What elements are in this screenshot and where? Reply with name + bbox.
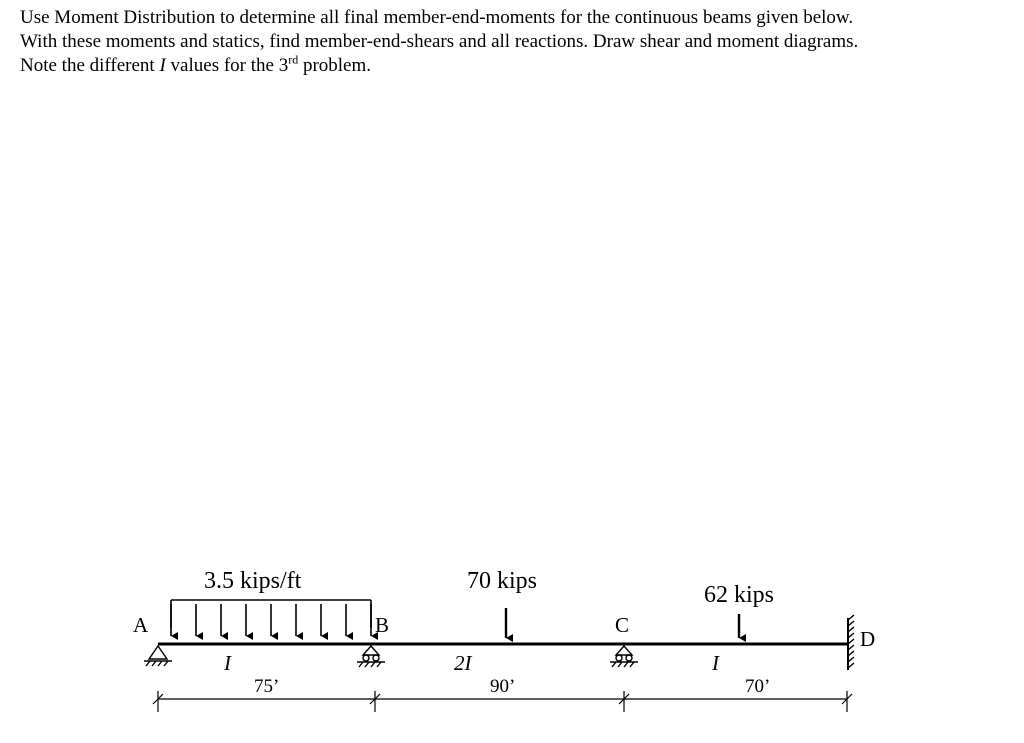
span-ab-length: 75’ [254, 676, 280, 697]
point-load-1-label: 70 kips [467, 568, 538, 594]
problem-line-1: Use Moment Distribution to determine all final member-end-moments for the continuous beams given below. [20, 7, 854, 28]
span-bc-length: 90’ [490, 676, 516, 697]
distributed-load [171, 600, 371, 636]
inertia-ab: I [224, 651, 231, 675]
support-d-label: D [860, 627, 876, 651]
distributed-load-arrows [171, 604, 371, 636]
support-c-label: C [615, 613, 630, 637]
support-b-label: B [375, 613, 390, 637]
inertia-cd: I [712, 651, 719, 675]
problem-line-3-mid: values for the 3 [165, 55, 289, 76]
inertia-symbol: I [159, 55, 166, 76]
support-b-roller [357, 646, 385, 667]
support-a-label: A [133, 613, 149, 637]
ordinal-suffix: rd [288, 52, 299, 67]
span-cd-length: 70’ [745, 676, 771, 697]
problem-line-3-post: problem. [298, 55, 372, 76]
support-a-pin [144, 646, 172, 666]
inertia-bc: 2I [454, 651, 472, 675]
distributed-load-label: 3.5 kips/ft [204, 568, 302, 594]
problem-line-2: With these moments and statics, find member-end-shears and all reactions. Draw shear and moment diagrams. [20, 31, 859, 52]
point-load-2-label: 62 kips [704, 582, 775, 608]
support-d-fixed [848, 615, 854, 670]
support-c-roller [610, 646, 638, 667]
problem-line-3-pre: Note the different [20, 55, 160, 76]
